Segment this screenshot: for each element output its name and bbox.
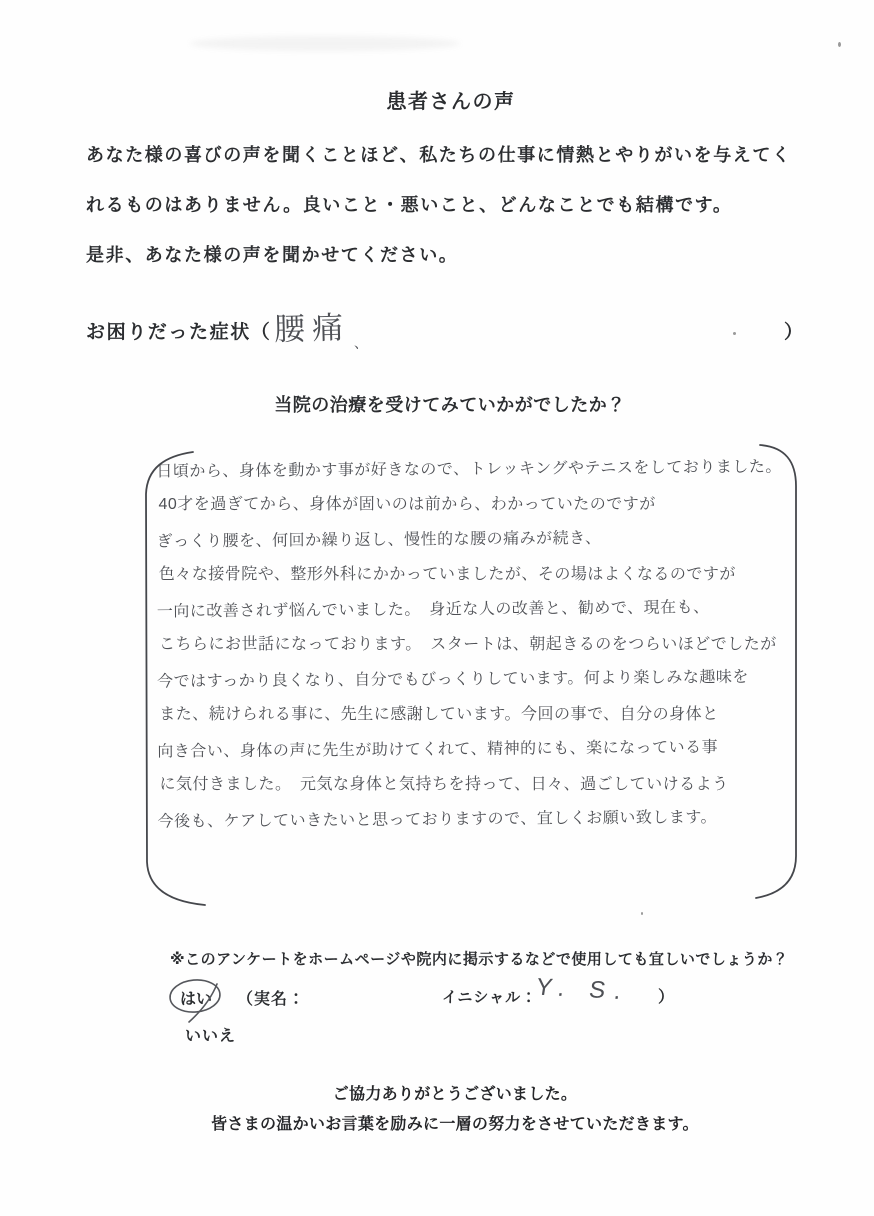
testimonial-line: 色々な接骨院や、整形外科にかかっていましたが、その場はよくなるのですが — [158, 566, 736, 584]
initial-label: イニシャル： — [442, 989, 538, 1006]
symptom-close-paren: ） — [784, 322, 805, 343]
testimonial-line: こちらにお世話になっております。 スタートは、朝起きるのをつらいほどでしたが — [159, 636, 777, 653]
yes-option: はい — [180, 991, 213, 1008]
permission-question: ※このアンケートをホームページや院内に掲示するなどで使用しても宜しいでしょうか？ — [170, 951, 789, 968]
intro-line: 是非、あなた様の声を聞かせてください。 — [86, 245, 459, 265]
treatment-question-heading: 当院の治療を受けてみていかがでしたか？ — [274, 395, 626, 415]
no-option: いいえ — [185, 1028, 237, 1045]
testimonial-line: 今ではすっかり良くなり、自分でもびっくりしています。何より楽しみな趣味を — [157, 668, 749, 691]
scan-speck — [838, 42, 841, 47]
testimonial-line: 日頃から、身体を動かす事が好きなので、トレッキングやテニスをしておりました。 — [156, 458, 782, 481]
footer-message — [18, 1080, 874, 1140]
symptom-label: お困りだった症状（ — [86, 322, 272, 343]
symptom-row — [86, 310, 826, 361]
testimonial-line: 一向に改善されず悩んでいました。 身近な人の改善と、勧めで、現在も、 — [156, 599, 710, 621]
symptom-value-handwritten: 腰痛 — [273, 310, 351, 347]
initial-value-handwritten: Y. S. — [534, 973, 633, 1006]
footer-thanks-line: ご協力ありがとうございました。 — [332, 1086, 578, 1103]
testimonial-text — [156, 451, 797, 838]
answer-close-paren: ） — [658, 989, 675, 1006]
symptom-trailing-mark: 、 — [354, 335, 370, 351]
page-title: 患者さんの声 — [386, 91, 516, 113]
intro-line: れるものはありません。良いこと・悪いこと、どんなことでも結構です。 — [86, 195, 733, 215]
testimonial-line: 40才を過ぎてから、身体が固いのは前から、わかっていたのですが — [158, 496, 656, 514]
footer-effort-line: 皆さまの温かいお言葉を励みに一層の努力をさせていただきます。 — [211, 1116, 699, 1133]
real-name-label: （実名： — [237, 991, 306, 1008]
testimonial-line: 今後も、ケアしていきたいと思っておりますので、宜しくお願い致します。 — [157, 809, 718, 831]
testimonial-line: に気付きました。 元気な身体と気持ちを持って、日々、過ごしていけるよう — [159, 775, 729, 793]
scan-smudge-artifact — [190, 36, 460, 51]
intro-paragraph — [86, 130, 826, 280]
testimonial-line: また、続けられる事に、先生に感謝しています。今回の事で、自分の身体と — [159, 705, 719, 723]
testimonial-line: ぎっくり腰を、何回か繰り返し、慢性的な腰の痛みが続き、 — [156, 530, 602, 551]
intro-line: あなた様の喜びの声を聞くことほど、私たちの仕事に情熱とやりがいを与えてく — [86, 145, 792, 165]
testimonial-line: 向き合い、身体の声に先生が助けてくれて、精神的にも、楽になっている事 — [157, 739, 719, 761]
scan-speck — [641, 912, 643, 915]
